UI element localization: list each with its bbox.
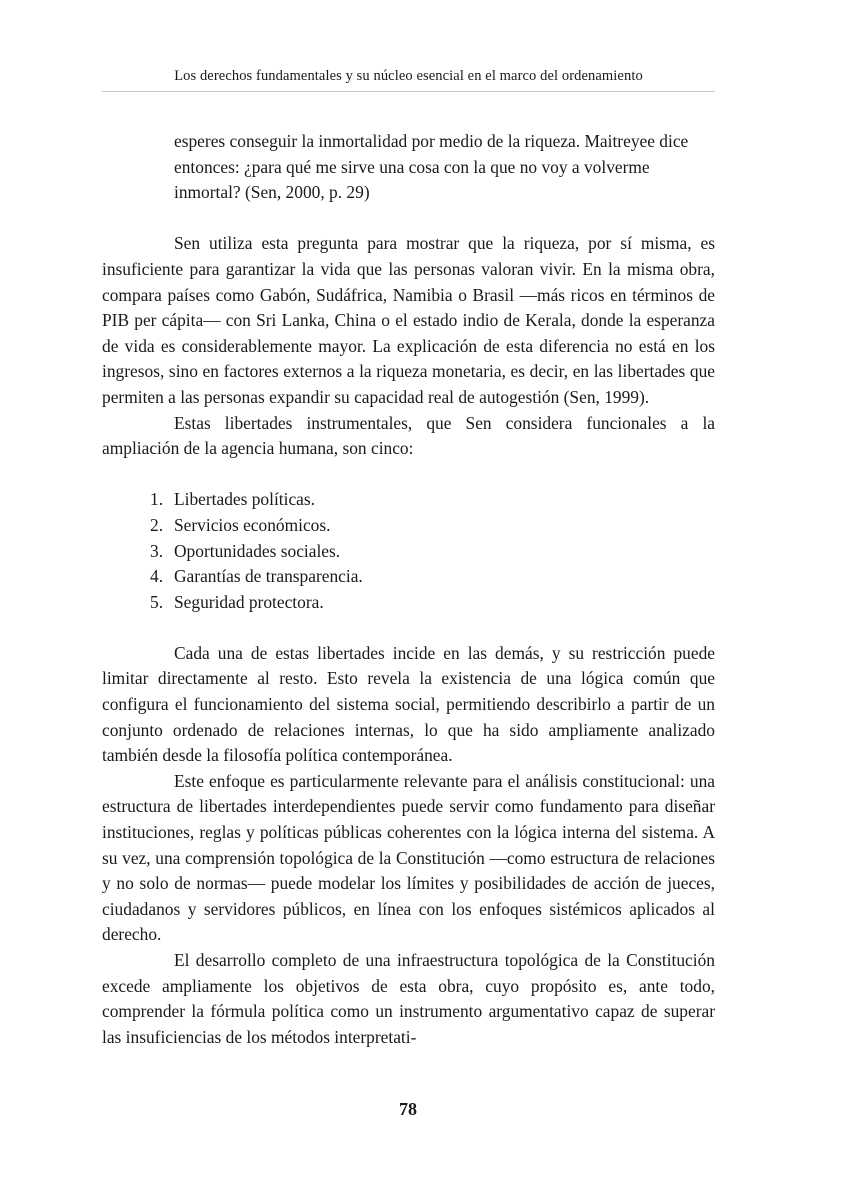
list-item-text: Garantías de transparencia. bbox=[174, 566, 363, 587]
body-text bbox=[102, 129, 715, 1050]
running-header: Los derechos fundamentales y su núcleo esencial en el marco del ordenamiento bbox=[174, 68, 643, 84]
list-item-text: Seguridad protectora. bbox=[174, 591, 324, 612]
paragraph: Este enfoque es particularmente relevante para el análisis constitucional: una estructura de libertades interdependientes puede servir como fundamento para diseñar instituciones, reglas y políticas públicas coherentes con la lógica interna del sistema. A su vez, una comprensión topológica de la Constitución —como estructura de relaciones y no solo de normas— puede modelar los límites y posibilidades de acción de jueces, ciudadanos y servidores públicos, en línea con los enfoques sistémicos aplicados al derecho. bbox=[102, 770, 715, 945]
list-item-text: Servicios económicos. bbox=[174, 514, 331, 535]
spacer bbox=[102, 615, 715, 641]
list-item bbox=[102, 539, 715, 565]
list-item-text: Libertades políticas. bbox=[174, 489, 316, 510]
spacer bbox=[102, 462, 715, 488]
list-item-number: 2. bbox=[150, 514, 164, 535]
list-item bbox=[102, 487, 715, 513]
page-number: 78 bbox=[399, 1099, 417, 1119]
block-quote: esperes conseguir la inmortalidad por medio de la riqueza. Maitreyee dice entonces: ¿para qué me sirve una cosa con la que no voy a volverme inmortal? (Sen, 2000, p. 29) bbox=[174, 131, 689, 203]
list-item-number: 3. bbox=[150, 540, 164, 561]
spacer bbox=[102, 206, 715, 232]
paragraph: Estas libertades instrumentales, que Sen considera funcionales a la ampliación de la agencia humana, son cinco: bbox=[102, 412, 715, 459]
list-item bbox=[102, 513, 715, 539]
paragraph: Cada una de estas libertades incide en las demás, y su restricción puede limitar directamente al resto. Esto revela la existencia de una lógica común que configura el funcionamiento del sistema social, permitiendo describirlo a partir de un conjunto ordenado de relaciones internas, lo que ha sido ampliamente analizado también desde la filosofía política contemporánea. bbox=[102, 642, 715, 766]
paragraph: El desarrollo completo de una infraestructura topológica de la Constitución excede ampliamente los objetivos de esta obra, cuyo propósito es, ante todo, comprender la fórmula política como un instrumento argumentativo capaz de superar las insuficiencias de los métodos interpretati- bbox=[102, 950, 715, 1047]
list-item-text: Oportunidades sociales. bbox=[174, 540, 341, 561]
list-item-number: 1. bbox=[150, 489, 164, 510]
list-item bbox=[102, 590, 715, 616]
paragraph: Sen utiliza esta pregunta para mostrar que la riqueza, por sí misma, es insuficiente para garantizar la vida que las personas valoran vivir. En la misma obra, compara países como Gabón, Sudáfrica, Namibia o Brasil —más ricos en términos de PIB per cápita— con Sri Lanka, China o el estado indio de Kerala, donde la esperanza de vida es considerablemente mayor. La explicación de esta diferencia no está en los ingresos, sino en factores externos a la riqueza monetaria, es decir, en las libertades que permiten a las personas expandir su capacidad real de autogestión (Sen, 1999). bbox=[102, 233, 715, 407]
list-item bbox=[102, 564, 715, 590]
list-item-number: 4. bbox=[150, 566, 164, 587]
freedoms-list bbox=[102, 487, 715, 615]
list-item-number: 5. bbox=[150, 591, 164, 612]
header-divider bbox=[102, 91, 715, 92]
